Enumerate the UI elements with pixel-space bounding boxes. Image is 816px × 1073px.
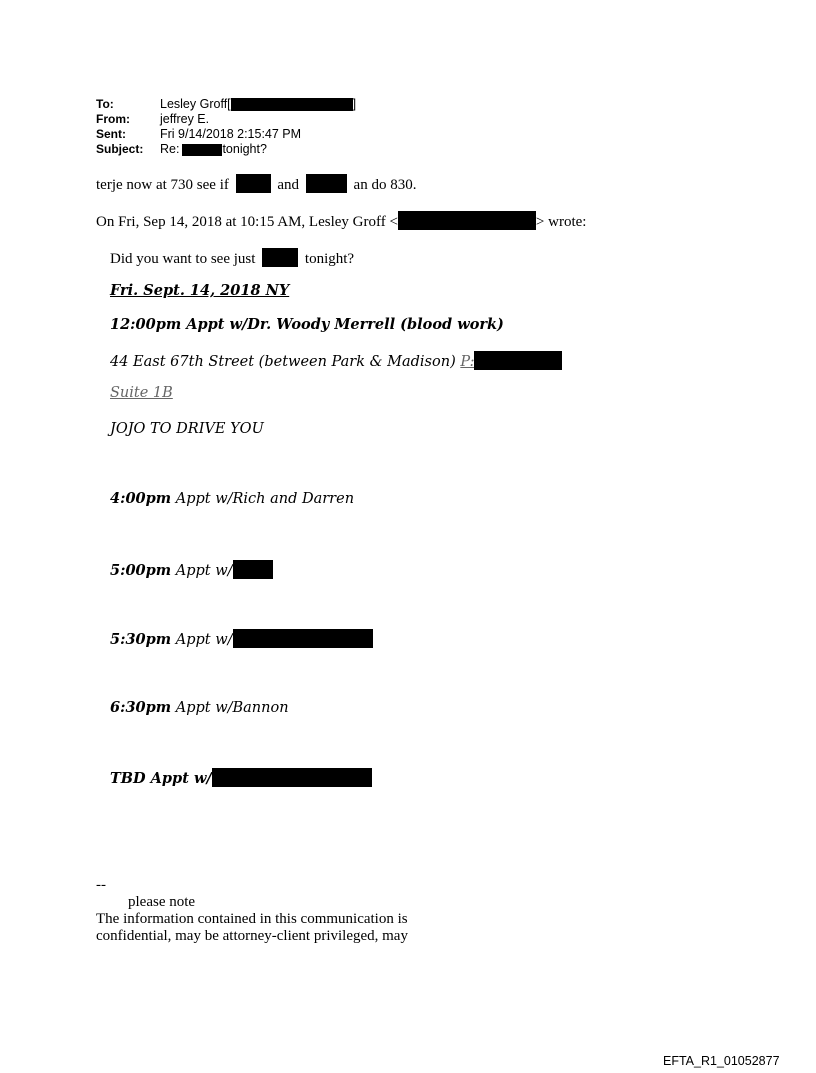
appt6-text: TBD Appt w/ — [110, 770, 212, 787]
redaction-box — [398, 211, 536, 230]
quote-intro-suffix: > wrote: — [535, 214, 587, 230]
redaction-box — [233, 629, 373, 648]
appt2-time: 4:00pm — [110, 490, 172, 507]
schedule-date-heading: Fri. Sept. 14, 2018 NY — [110, 282, 290, 299]
appt1-address-line — [110, 351, 562, 370]
redaction-box — [212, 768, 372, 787]
appt3-time: 5:00pm — [110, 562, 172, 579]
appt3-text: Appt w/ — [175, 563, 233, 579]
reply-part2: and — [277, 177, 300, 193]
appt2-text: Appt w/Rich and Darren — [175, 491, 355, 507]
redaction-box — [182, 144, 222, 156]
appt5-text: Appt w/Bannon — [175, 700, 289, 716]
appt4-time: 5:30pm — [110, 631, 172, 648]
to-recipient: Lesley Groff[ — [160, 97, 231, 111]
appt4-text: Appt w/ — [175, 632, 233, 648]
appt6-line — [110, 768, 372, 787]
subject-label: Subject: — [96, 142, 144, 156]
appt5-time: 6:30pm — [110, 699, 172, 716]
subject-prefix: Re: — [160, 142, 180, 156]
sent-value: Fri 9/14/2018 2:15:47 PM — [160, 127, 302, 141]
from-label: From: — [96, 112, 130, 126]
quote-intro — [96, 211, 586, 231]
disclaimer-line-2: confidential, may be attorney-client privileged, may — [96, 928, 408, 944]
reply-line — [96, 174, 416, 194]
appt1-suite-link[interactable]: Suite 1B — [110, 385, 173, 401]
redaction-box — [474, 351, 562, 370]
appt1-suite-line — [110, 385, 173, 401]
appt2-line — [110, 490, 354, 507]
disclaimer-line-1: The information contained in this communication is — [96, 911, 408, 927]
appt1-title: 12:00pm Appt w/Dr. Woody Merrell (blood work) — [110, 316, 504, 333]
redaction-box — [306, 174, 347, 193]
document-id: EFTA_R1_01052877 — [663, 1054, 780, 1068]
sent-label: Sent: — [96, 127, 126, 141]
redaction-box — [262, 248, 298, 267]
signature-dashes: -- — [96, 877, 106, 893]
question-suffix: tonight? — [304, 251, 355, 267]
appt4-line — [110, 629, 373, 648]
signature-note: please note — [128, 894, 196, 910]
redaction-box — [233, 560, 273, 579]
appt5-line — [110, 699, 289, 716]
to-close-bracket: ] — [352, 97, 357, 111]
from-value: jeffrey E. — [160, 112, 210, 126]
appt1-driver: JOJO TO DRIVE YOU — [110, 421, 264, 437]
to-value — [160, 97, 356, 111]
question-prefix: Did you want to see just — [110, 251, 256, 267]
subject-suffix: tonight? — [222, 142, 267, 156]
reply-part3: an do 830. — [353, 177, 417, 193]
redaction-box — [236, 174, 271, 193]
quote-intro-prefix: On Fri, Sep 14, 2018 at 10:15 AM, Lesley Groff < — [96, 214, 398, 230]
appt1-address: 44 East 67th Street (between Park & Madison) — [110, 354, 456, 370]
to-label: To: — [96, 97, 114, 111]
subject-value — [160, 142, 267, 156]
quoted-question — [110, 248, 354, 268]
appt3-line — [110, 560, 273, 579]
reply-part1: terje now at 730 see if — [96, 177, 229, 193]
appt1-phone-link[interactable]: P: — [460, 354, 475, 370]
redaction-box — [231, 98, 353, 111]
